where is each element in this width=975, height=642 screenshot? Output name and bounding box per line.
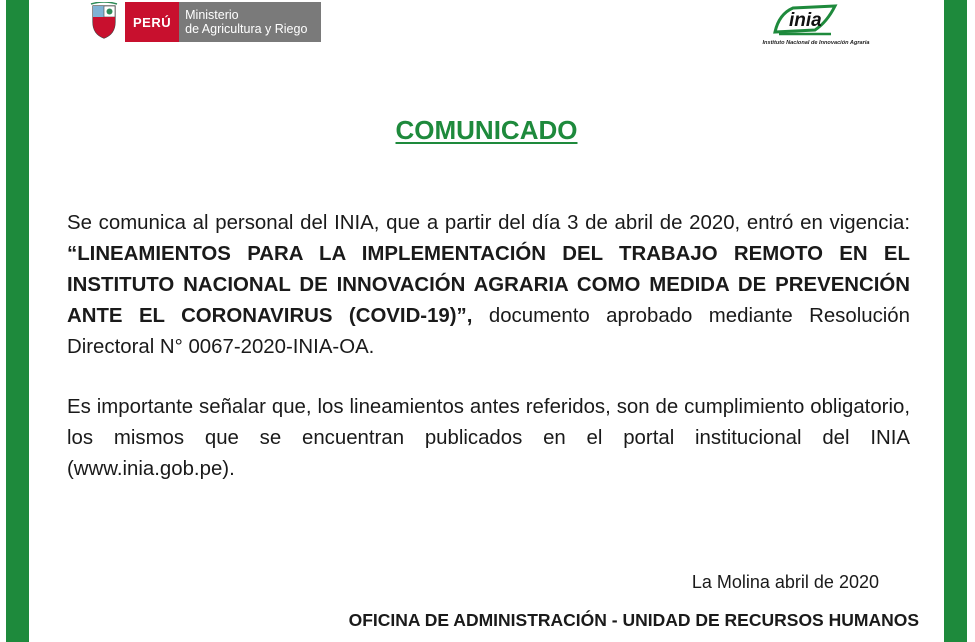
ministry-name [179, 2, 321, 42]
right-green-border [944, 0, 967, 642]
document-page [29, 0, 944, 642]
left-green-border [6, 0, 29, 642]
paragraph-2: Es importante señalar que, los lineamientos antes referidos, son de cumplimiento obligatorio, los mismos que se encuentran publicados en el portal institucional del INIA (www.inia.gob.pe). [67, 396, 910, 480]
inia-logo [741, 0, 891, 52]
inia-logo-text: inia [789, 10, 822, 31]
inia-caption: Instituto Nacional de Innovación Agraria [762, 40, 870, 46]
paragraph-1-tail: documento aprobado mediante Resolución Directoral N° 0067-2020-INIA-OA. [67, 305, 910, 358]
page-title [29, 115, 944, 146]
ministry-line-2: de Agricultura y Riego [185, 22, 308, 36]
paragraph-1 [67, 208, 910, 363]
title-text: COMUNICADO [395, 115, 578, 145]
peru-label: PERÚ [125, 2, 179, 42]
paragraph-1-bold-title: “LINEAMIENTOS PARA LA IMPLEMENTACIÓN DEL TRABAJO REMOTO EN EL INSTITUTO NACIONAL DE INNOVACIÓN AGRARIA COMO MEDIDA DE PREVENCIÓN ANTE EL CORONAVIRUS (COVID-19)”, [67, 243, 910, 327]
ministry-line-1: Ministerio [185, 8, 239, 22]
peru-ministry-logo [89, 2, 321, 42]
paragraph-1-intro: Se comunica al personal del INIA, que a partir del día 3 de abril de 2020, entró en vigencia: [67, 212, 910, 234]
coat-of-arms-icon [89, 2, 119, 40]
date-line: La Molina abril de 2020 [691, 572, 879, 592]
office-signature: OFICINA DE ADMINISTRACIÓN - UNIDAD DE RECURSOS HUMANOS [348, 610, 919, 630]
inia-logo-mark-icon [769, 0, 841, 36]
